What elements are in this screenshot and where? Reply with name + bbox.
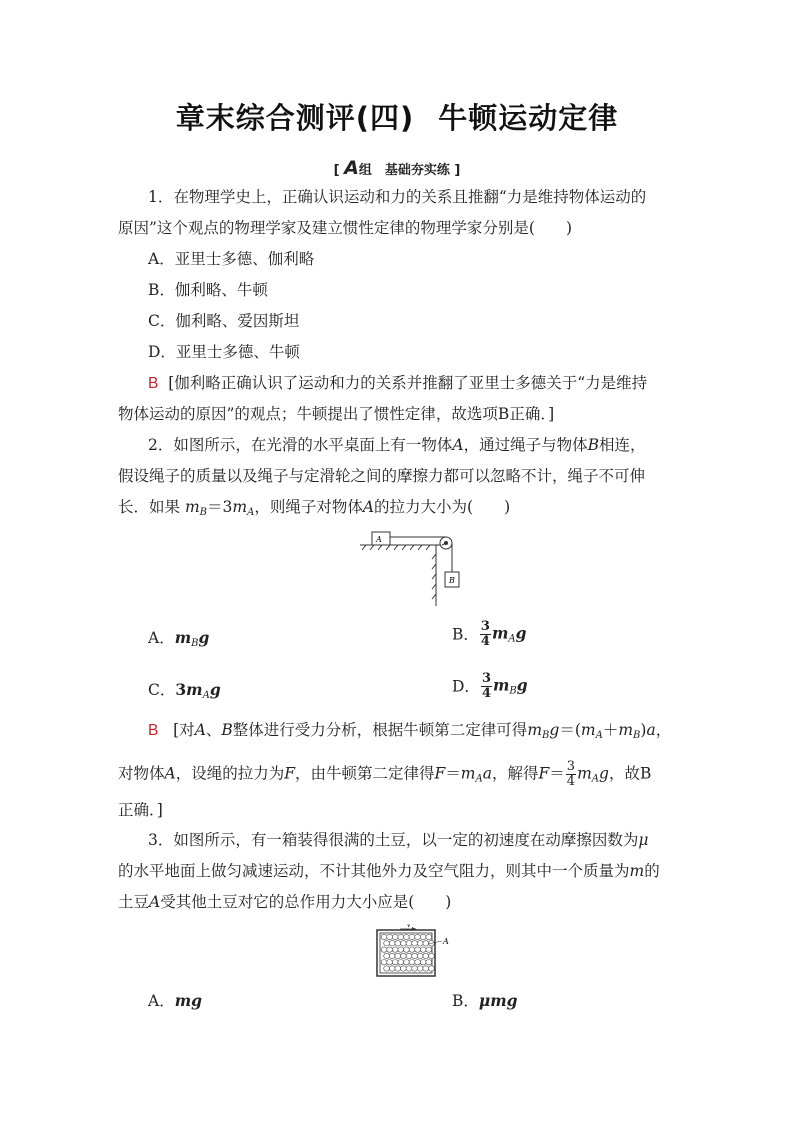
- potato: [417, 966, 423, 971]
- potato: [384, 953, 390, 958]
- q2-pulley-figure: [360, 528, 470, 608]
- potato: [406, 953, 412, 958]
- q2-explanation-line1: B [对A、B整体进行受力分析，根据牛顿第二定律可得$m_Bg=(m_A+m_B)a$，: [148, 721, 672, 741]
- potato: [423, 953, 429, 958]
- potato: [392, 960, 398, 965]
- q1-option-a: A．亚里士多德、伽利略: [148, 250, 315, 268]
- potato: [415, 934, 421, 939]
- q1-option-d: D．亚里士多德、牛顿: [148, 343, 300, 361]
- potato: [415, 947, 421, 952]
- potato: [387, 960, 393, 965]
- q3-line2: 的水平地面上做匀减速运动，不计其他外力及空气阻力，则其中一个质量为m的: [118, 862, 660, 880]
- title-main: 章末综合测评(四): [175, 101, 415, 135]
- potato: [395, 966, 401, 971]
- potato: [423, 941, 429, 946]
- group-heading: [ A组 基础夯实练 ]: [333, 157, 461, 179]
- page-title: [0, 96, 794, 137]
- potato: [389, 953, 395, 958]
- potato: [417, 941, 423, 946]
- potato: [401, 941, 407, 946]
- q1-explanation-line1: B [伽利略正确认识了运动和力的关系并推翻了亚里士多德关于“力是维持: [148, 374, 648, 392]
- title-sub: 牛顿运动定律: [438, 101, 619, 135]
- potato: [404, 960, 410, 965]
- group-label: 组 基础夯实练: [358, 163, 450, 178]
- q3-option-b: B．μmg: [452, 991, 518, 1010]
- potato: [417, 953, 423, 958]
- q2-explanation-line3: 正确．]: [118, 801, 163, 819]
- potato: [387, 947, 393, 952]
- q2-option-a: A．$m_Bg$: [148, 628, 210, 649]
- potato: [381, 934, 387, 939]
- q3-potato-box-figure: [376, 924, 460, 980]
- q1-option-c: C．伽利略、爱因斯坦: [148, 312, 300, 330]
- potato: [412, 953, 418, 958]
- q2-line3: 长．如果 $m_B=3m_A$，则绳子对物体A的拉力大小为( ): [118, 498, 511, 518]
- potato: [420, 960, 426, 965]
- potato: [384, 941, 390, 946]
- q1-explanation-line2: 物体运动的原因”的观点；牛顿提出了惯性定律，故选项B正确．]: [118, 405, 555, 423]
- potato: [389, 941, 395, 946]
- potato: [398, 947, 404, 952]
- potato: [384, 966, 390, 971]
- potato: [426, 960, 432, 965]
- potato: [392, 947, 398, 952]
- potato: [406, 966, 412, 971]
- potato: [398, 934, 404, 939]
- potato: [409, 934, 415, 939]
- potato: [381, 947, 387, 952]
- svg-text:v: v: [407, 924, 411, 929]
- q2-line1: 2．如图所示，在光滑的水平桌面上有一物体A，通过绳子与物体B相连，: [148, 436, 646, 454]
- q2-option-d: D． $\frac{3}{4}$ $m_Bg$: [452, 671, 528, 701]
- q2-option-b: B． $\frac{3}{4}$ $m_Ag$: [452, 619, 527, 649]
- potato: [401, 966, 407, 971]
- q2-explanation-line2: 对物体A，设绳的拉力为F，由牛顿第二定律得$F=m_Aa$，解得F＝ $\frac{3}{4}$ $m_Ag$，故B: [118, 759, 652, 789]
- potato: [381, 960, 387, 965]
- svg-text:A: A: [376, 535, 382, 544]
- potato: [429, 953, 435, 958]
- potato: [392, 934, 398, 939]
- potato: [406, 941, 412, 946]
- potato: [420, 947, 426, 952]
- potato: [389, 966, 395, 971]
- potato: [404, 947, 410, 952]
- potato: [404, 934, 410, 939]
- potato: [409, 960, 415, 965]
- potato: [426, 947, 432, 952]
- potato: [420, 934, 426, 939]
- potato: [395, 941, 401, 946]
- potato: [401, 953, 407, 958]
- potato: [415, 960, 421, 965]
- potato: [395, 953, 401, 958]
- q2-line2: 假设绳子的质量以及绳子与定滑轮之间的摩擦力都可以忽略不计，绳子不可伸: [118, 467, 646, 485]
- potato: [426, 934, 432, 939]
- potato: [429, 966, 435, 971]
- svg-text:B: B: [449, 576, 455, 585]
- q1-line2: 原因”这个观点的物理学家及建立惯性定律的物理学家分别是( ): [118, 219, 573, 237]
- potato: [423, 966, 429, 971]
- potato: [409, 947, 415, 952]
- q3-option-a: A．mg: [148, 991, 202, 1010]
- q3-line1: 3．如图所示，有一箱装得很满的土豆，以一定的初速度在动摩擦因数为μ: [148, 831, 649, 849]
- q3-line3: 土豆A受其他土豆对它的总作用力大小应是( ): [118, 893, 452, 911]
- group-letter: A: [344, 157, 359, 179]
- q1-line1: 1．在物理学史上，正确认识运动和力的关系且推翻“力是维持物体运动的: [148, 188, 647, 206]
- q1-option-b: B．伽利略、牛顿: [148, 281, 268, 299]
- potato: [387, 934, 393, 939]
- potato: [398, 960, 404, 965]
- q1-answer: B: [148, 375, 159, 392]
- potato: [412, 941, 418, 946]
- q2-option-c: C．$3m_Ag$: [148, 680, 221, 701]
- potato: [412, 966, 418, 971]
- svg-text:A: A: [443, 937, 449, 946]
